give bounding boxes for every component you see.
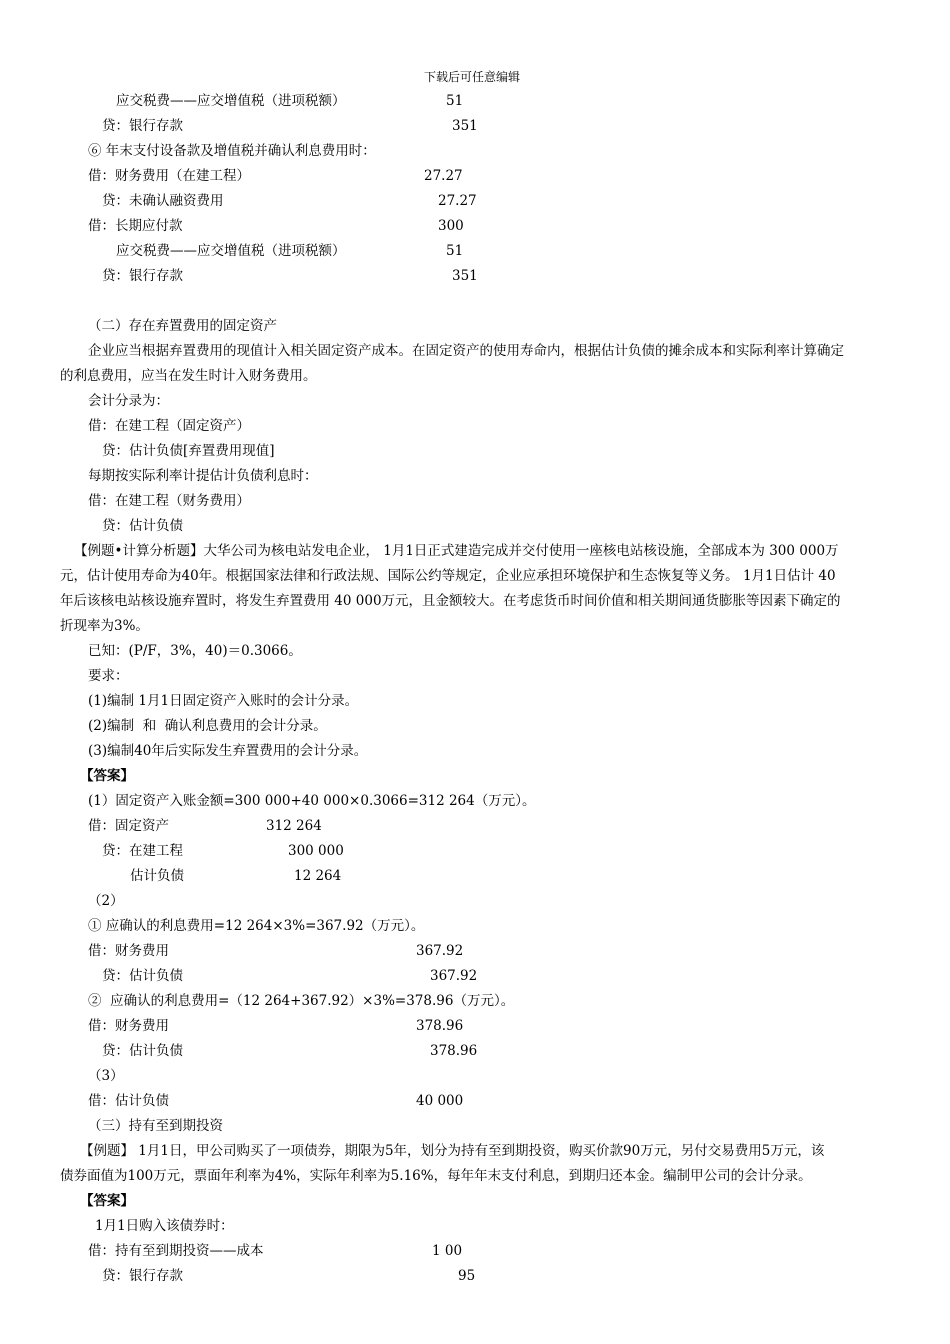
text-line: （2）	[88, 893, 124, 909]
entry-account: 贷：银行存款	[102, 118, 183, 134]
entry-amount: 367.92	[430, 968, 478, 984]
entry-amount: 312 264	[266, 818, 322, 834]
entry-amount: 40 000	[416, 1093, 464, 1109]
paragraph-line: 折现率为3%。	[60, 618, 149, 634]
page-header: 下载后可任意编辑	[424, 70, 521, 84]
entry-account: 贷：估计负债	[102, 518, 183, 534]
entry-amount: 351	[452, 268, 478, 284]
entry-account: 贷：估计负债	[102, 1043, 183, 1059]
entry-account: 借：长期应付款	[88, 218, 183, 234]
section-heading: （三）持有至到期投资	[88, 1118, 223, 1134]
text-line: (1）固定资产入账金额=300 000+40 000×0.3066=312 264（万元）。	[88, 793, 536, 809]
paragraph-line: 【例题•计算分析题】大华公司为核电站发电企业， 1月1日正式建造完成并交付使用一座核电站核设施，全部成本为 300 000万	[74, 543, 839, 559]
entry-account: 应交税费——应交增值税（进项税额）	[116, 243, 346, 259]
text-line: ① 应确认的利息费用=12 264×3%=367.92（万元）。	[88, 918, 425, 934]
entry-account: 借：财务费用（在建工程）	[88, 168, 250, 184]
paragraph-line: 年后该核电站核设施弃置时，将发生弃置费用 40 000万元，且金额较大。在考虑货币时间价值和相关期间通货膨胀等因素下确定的	[60, 593, 841, 609]
paragraph-line: 【例题】 1月1日，甲公司购买了一项债券，期限为5年，划分为持有至到期投资，购买价款90万元，另付交易费用5万元，该	[80, 1143, 825, 1159]
text-line: 每期按实际利率计提估计负债利息时：	[88, 468, 318, 484]
entry-account: 贷：银行存款	[102, 1268, 183, 1284]
text-line: ② 应确认的利息费用=（12 264+367.92）×3%=378.96（万元）。	[88, 993, 515, 1009]
entry-account: 贷：估计负债	[102, 968, 183, 984]
section-heading: （二）存在弃置费用的固定资产	[88, 318, 277, 334]
answer-heading: 【答案】	[80, 1193, 134, 1209]
entry-account: 借：固定资产	[88, 818, 169, 834]
entry-amount: 378.96	[430, 1043, 478, 1059]
entry-amount: 378.96	[416, 1018, 464, 1034]
entry-amount: 1 00	[432, 1243, 463, 1259]
entry-amount: 27.27	[424, 168, 463, 184]
entry-account: 借：估计负债	[88, 1093, 169, 1109]
entry-account: 借：财务费用	[88, 1018, 169, 1034]
text-line: 1月1日购入该债券时：	[95, 1218, 234, 1234]
entry-account: 借：持有至到期投资——成本	[88, 1243, 264, 1259]
entry-amount: 95	[458, 1268, 476, 1284]
entry-amount: 12 264	[294, 868, 342, 884]
paragraph-line: 元，估计使用寿命为40年。根据国家法律和行政法规、国际公约等规定，企业应承担环境保护和生态恢复等义务。 1月1日估计 40	[60, 568, 836, 584]
entry-account: 借：在建工程（财务费用）	[88, 493, 250, 509]
text-line: (1)编制 1月1日固定资产入账时的会计分录。	[88, 693, 359, 709]
entry-account: 贷：在建工程	[102, 843, 183, 859]
text-line: ⑥ 年末支付设备款及增值税并确认利息费用时：	[88, 143, 376, 159]
entry-account: 贷：估计负债[弃置费用现值]	[102, 443, 275, 459]
answer-heading: 【答案】	[80, 768, 134, 784]
text-line: 已知：(P/F，3%，40)＝0.3066。	[88, 643, 302, 659]
paragraph-line: 债券面值为100万元，票面年利率为4%，实际年利率为5.16%，每年年末支付利息，到期归还本金。编制甲公司的会计分录。	[60, 1168, 812, 1184]
entry-amount: 367.92	[416, 943, 464, 959]
entry-amount: 300 000	[288, 843, 344, 859]
entry-account: 贷：银行存款	[102, 268, 183, 284]
text-line: 要求：	[88, 668, 129, 684]
paragraph-line: 企业应当根据弃置费用的现值计入相关固定资产成本。在固定资产的使用寿命内，根据估计负债的摊余成本和实际利率计算确定	[88, 343, 844, 359]
text-line: (3)编制40年后实际发生弃置费用的会计分录。	[88, 743, 368, 759]
entry-amount: 27.27	[438, 193, 477, 209]
entry-account: 估计负债	[130, 868, 184, 884]
entry-account: 借：财务费用	[88, 943, 169, 959]
entry-account: 应交税费——应交增值税（进项税额）	[116, 93, 346, 109]
text-line: (2)编制 和 确认利息费用的会计分录。	[88, 718, 327, 734]
entry-amount: 51	[446, 93, 464, 109]
entry-amount: 351	[452, 118, 478, 134]
paragraph-line: 的利息费用，应当在发生时计入财务费用。	[60, 368, 317, 384]
entry-account: 贷：未确认融资费用	[102, 193, 224, 209]
text-line: （3）	[88, 1068, 124, 1084]
text-line: 会计分录为：	[88, 393, 169, 409]
entry-account: 借：在建工程（固定资产）	[88, 418, 250, 434]
entry-amount: 300	[438, 218, 464, 234]
entry-amount: 51	[446, 243, 464, 259]
